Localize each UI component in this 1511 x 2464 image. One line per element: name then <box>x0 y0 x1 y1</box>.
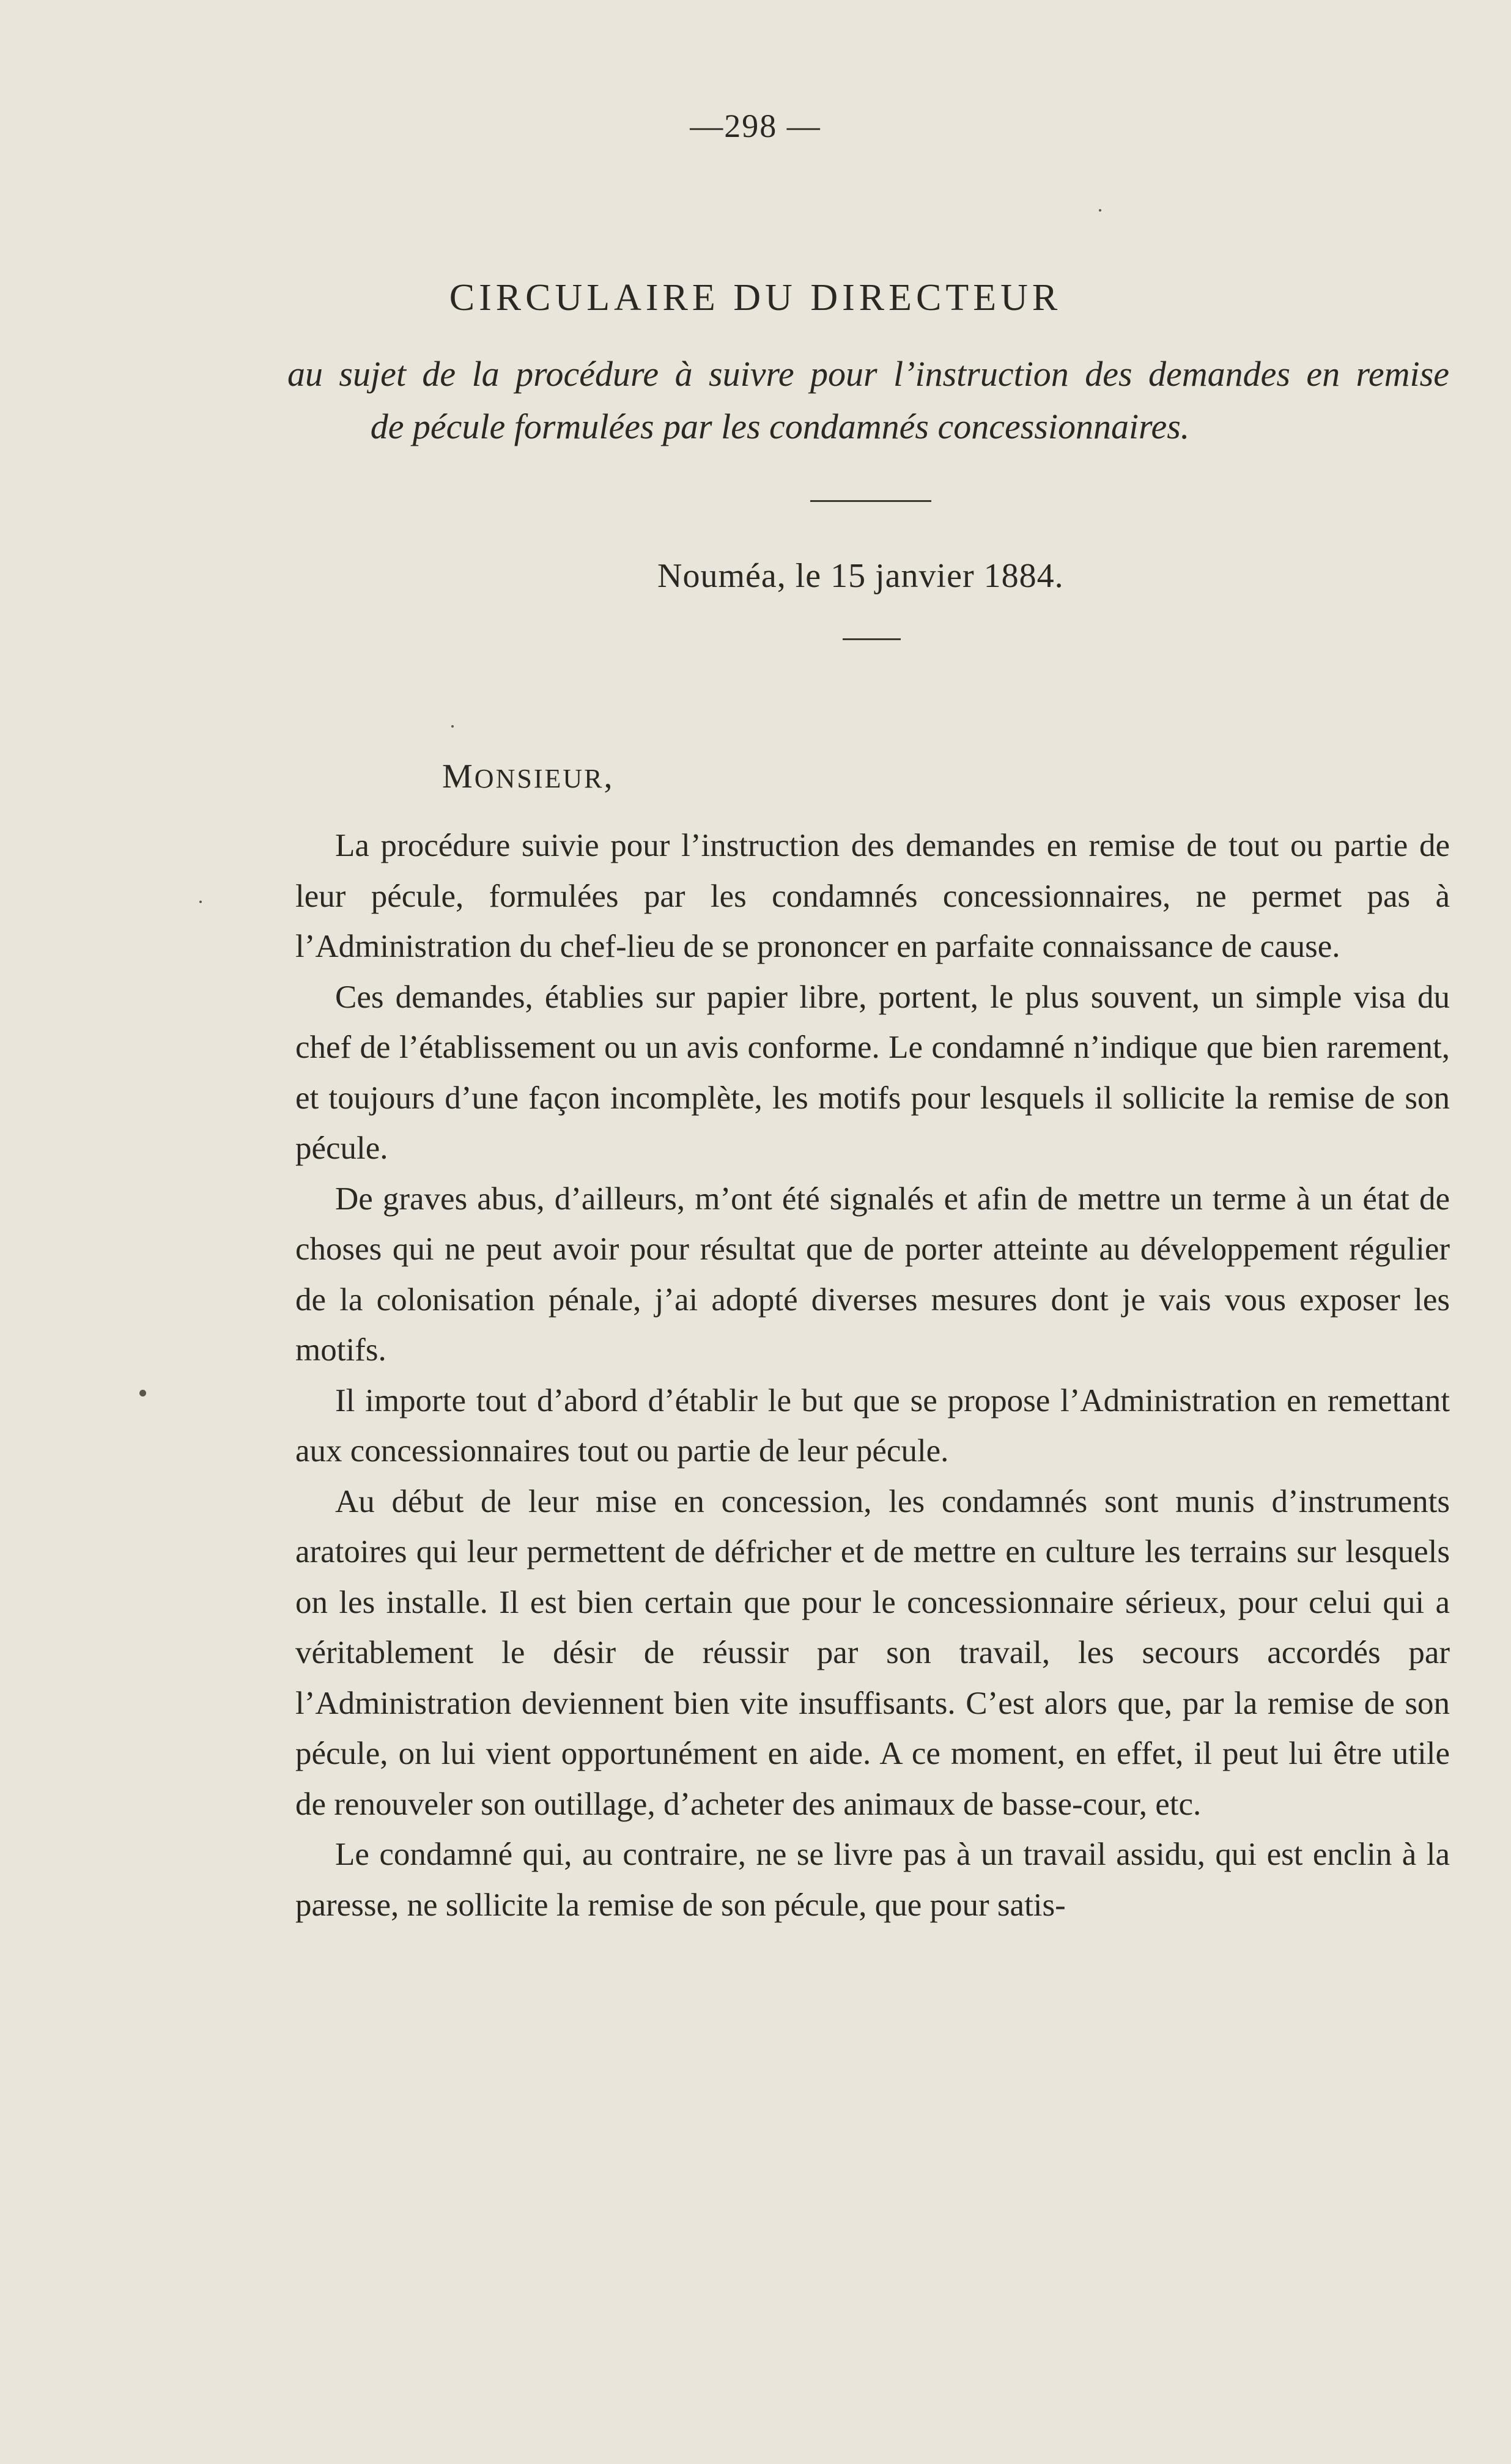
body-paragraph: Ces demandes, établies sur papier libre, portent, le plus souvent, un simple visa du chef de l’établissement ou un avis conforme. Le condamné n’indique que bien rarement, et toujours d’une façon incomplète, les motifs pour lesquels il sollicite la remise de son pécule. <box>295 979 1450 1166</box>
circular-subtitle-line-2: de pécule formulées par les condamnés concessionnaires. <box>370 407 1190 446</box>
body-paragraph: La procédure suivie pour l’instruction des demandes en remise de tout ou partie de leur pécule, formulées par les condamnés concessionnaires, ne permet pas à l’Administration du chef-lieu de se prononcer en parfaite connaissance de cause. <box>295 828 1450 964</box>
paper-speck <box>139 1390 146 1396</box>
page-number: —298 — <box>690 108 821 144</box>
paper-speck <box>199 901 202 903</box>
salutation-punctuation: , <box>604 758 615 795</box>
title-separator-rule <box>810 500 931 502</box>
body-paragraph: De graves abus, d’ailleurs, m’ont été signalés et afin de mettre un terme à un état de choses qui ne peut avoir pour résultat que de porter atteinte au développement régulier de la colonisation pénale, j’ai adopté diverses mesures dont je vais vous exposer les motifs. <box>295 1181 1450 1368</box>
paper-speck <box>451 725 454 728</box>
body-paragraph: Au début de leur mise en concession, les condamnés sont munis d’instruments aratoires qui leur permettent de défricher et de mettre en culture les terrains sur lesquels on les installe. Il est bien certain que pour le concessionnaire sérieux, pour celui qui a véritablement le désir de réussir par son travail, les secours accordés par l’Administration deviennent bien vite insuffisants. C’est alors que, par la remise de son pécule, on lui vient opportunément en aide. A ce moment, en effet, il peut lui être utile de renouveler son outillage, d’acheter des animaux de basse-cour, etc. <box>295 1483 1450 1822</box>
circular-subtitle-line-1: au sujet de la procédure à suivre pour l’instruction des demandes en remise <box>287 354 1449 394</box>
salutation-initial: M <box>442 758 475 795</box>
body-paragraph: Il importe tout d’abord d’établir le but que se propose l’Administration en remettant aux concessionnaires tout ou partie de leur pécule. <box>295 1382 1450 1469</box>
dateline: Nouméa, le 15 janvier 1884. <box>657 557 1064 595</box>
letter-body <box>295 821 1450 1930</box>
paper-speck <box>1099 209 1101 212</box>
salutation-small-caps: ONSIEUR <box>474 764 604 794</box>
salutation <box>442 757 614 796</box>
circular-title: CIRCULAIRE DU DIRECTEUR <box>449 277 1062 319</box>
date-separator-rule <box>843 638 901 640</box>
body-paragraph: Le condamné qui, au contraire, ne se livre pas à un travail assidu, qui est enclin à la paresse, ne sollicite la remise de son pécule, que pour satis- <box>295 1837 1450 1923</box>
